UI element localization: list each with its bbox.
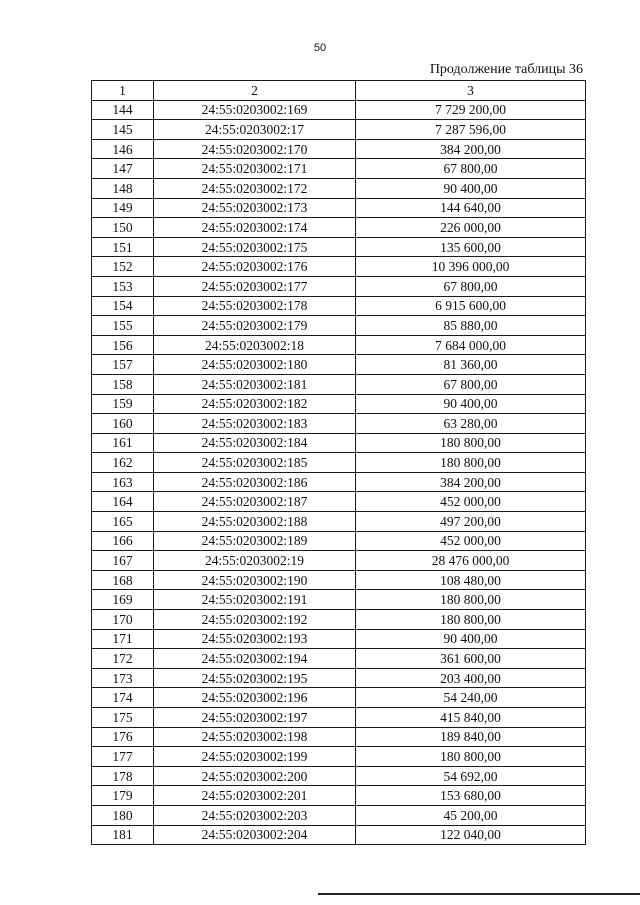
value-cell: 7 287 596,00 bbox=[356, 120, 586, 140]
value-cell: 85 880,00 bbox=[356, 316, 586, 336]
value-cell: 180 800,00 bbox=[356, 747, 586, 767]
cadastral-number-cell: 24:55:0203002:183 bbox=[154, 414, 356, 434]
table-row bbox=[92, 100, 586, 120]
row-number-cell: 145 bbox=[92, 120, 154, 140]
table-row bbox=[92, 708, 586, 728]
value-cell: 203 400,00 bbox=[356, 668, 586, 688]
row-number-cell: 149 bbox=[92, 198, 154, 218]
cadastral-number-cell: 24:55:0203002:194 bbox=[154, 649, 356, 669]
row-number-cell: 153 bbox=[92, 276, 154, 296]
row-number-cell: 156 bbox=[92, 335, 154, 355]
value-cell: 90 400,00 bbox=[356, 394, 586, 414]
cadastral-number-cell: 24:55:0203002:19 bbox=[154, 551, 356, 571]
cadastral-number-cell: 24:55:0203002:184 bbox=[154, 433, 356, 453]
row-number-cell: 177 bbox=[92, 747, 154, 767]
cadastral-number-cell: 24:55:0203002:200 bbox=[154, 766, 356, 786]
row-number-cell: 154 bbox=[92, 296, 154, 316]
row-number-cell: 147 bbox=[92, 159, 154, 179]
value-cell: 384 200,00 bbox=[356, 139, 586, 159]
cadastral-number-cell: 24:55:0203002:189 bbox=[154, 531, 356, 551]
header-cell-2: 2 bbox=[154, 81, 356, 101]
table-row bbox=[92, 198, 586, 218]
value-cell: 180 800,00 bbox=[356, 453, 586, 473]
cadastral-number-cell: 24:55:0203002:196 bbox=[154, 688, 356, 708]
cadastral-number-cell: 24:55:0203002:17 bbox=[154, 120, 356, 140]
table-row bbox=[92, 629, 586, 649]
table-row bbox=[92, 218, 586, 238]
row-number-cell: 175 bbox=[92, 708, 154, 728]
row-number-cell: 172 bbox=[92, 649, 154, 669]
table-row bbox=[92, 727, 586, 747]
table-row bbox=[92, 178, 586, 198]
value-cell: 144 640,00 bbox=[356, 198, 586, 218]
table-row bbox=[92, 120, 586, 140]
value-cell: 7 684 000,00 bbox=[356, 335, 586, 355]
row-number-cell: 169 bbox=[92, 590, 154, 610]
row-number-cell: 176 bbox=[92, 727, 154, 747]
table-row bbox=[92, 610, 586, 630]
table-row bbox=[92, 394, 586, 414]
row-number-cell: 181 bbox=[92, 825, 154, 845]
row-number-cell: 178 bbox=[92, 766, 154, 786]
value-cell: 7 729 200,00 bbox=[356, 100, 586, 120]
table-row bbox=[92, 590, 586, 610]
value-cell: 90 400,00 bbox=[356, 178, 586, 198]
cadastral-number-cell: 24:55:0203002:180 bbox=[154, 355, 356, 375]
table-row bbox=[92, 492, 586, 512]
cadastral-number-cell: 24:55:0203002:179 bbox=[154, 316, 356, 336]
row-number-cell: 164 bbox=[92, 492, 154, 512]
data-table bbox=[91, 80, 586, 845]
row-number-cell: 180 bbox=[92, 805, 154, 825]
cadastral-number-cell: 24:55:0203002:197 bbox=[154, 708, 356, 728]
table-row bbox=[92, 786, 586, 806]
table-row bbox=[92, 649, 586, 669]
value-cell: 180 800,00 bbox=[356, 610, 586, 630]
value-cell: 180 800,00 bbox=[356, 590, 586, 610]
cadastral-number-cell: 24:55:0203002:178 bbox=[154, 296, 356, 316]
table-row bbox=[92, 747, 586, 767]
cadastral-number-cell: 24:55:0203002:177 bbox=[154, 276, 356, 296]
table-row bbox=[92, 551, 586, 571]
value-cell: 361 600,00 bbox=[356, 649, 586, 669]
value-cell: 189 840,00 bbox=[356, 727, 586, 747]
table-row bbox=[92, 414, 586, 434]
table-row bbox=[92, 570, 586, 590]
table-row bbox=[92, 276, 586, 296]
row-number-cell: 148 bbox=[92, 178, 154, 198]
header-cell-3: 3 bbox=[356, 81, 586, 101]
table-row bbox=[92, 374, 586, 394]
row-number-cell: 155 bbox=[92, 316, 154, 336]
row-number-cell: 168 bbox=[92, 570, 154, 590]
row-number-cell: 144 bbox=[92, 100, 154, 120]
row-number-cell: 163 bbox=[92, 472, 154, 492]
value-cell: 226 000,00 bbox=[356, 218, 586, 238]
cadastral-number-cell: 24:55:0203002:192 bbox=[154, 610, 356, 630]
cadastral-number-cell: 24:55:0203002:187 bbox=[154, 492, 356, 512]
value-cell: 67 800,00 bbox=[356, 374, 586, 394]
table-row bbox=[92, 512, 586, 532]
cadastral-number-cell: 24:55:0203002:188 bbox=[154, 512, 356, 532]
cadastral-number-cell: 24:55:0203002:204 bbox=[154, 825, 356, 845]
row-number-cell: 167 bbox=[92, 551, 154, 571]
cadastral-number-cell: 24:55:0203002:174 bbox=[154, 218, 356, 238]
table-row bbox=[92, 453, 586, 473]
table-body bbox=[92, 81, 586, 845]
value-cell: 415 840,00 bbox=[356, 708, 586, 728]
cadastral-number-cell: 24:55:0203002:171 bbox=[154, 159, 356, 179]
value-cell: 54 240,00 bbox=[356, 688, 586, 708]
value-cell: 10 396 000,00 bbox=[356, 257, 586, 277]
row-number-cell: 166 bbox=[92, 531, 154, 551]
cadastral-number-cell: 24:55:0203002:193 bbox=[154, 629, 356, 649]
row-number-cell: 161 bbox=[92, 433, 154, 453]
value-cell: 6 915 600,00 bbox=[356, 296, 586, 316]
row-number-cell: 150 bbox=[92, 218, 154, 238]
bottom-divider bbox=[318, 893, 640, 895]
page-number: 50 bbox=[313, 42, 327, 54]
cadastral-number-cell: 24:55:0203002:186 bbox=[154, 472, 356, 492]
table-row bbox=[92, 668, 586, 688]
table-row bbox=[92, 159, 586, 179]
value-cell: 497 200,00 bbox=[356, 512, 586, 532]
value-cell: 122 040,00 bbox=[356, 825, 586, 845]
cadastral-number-cell: 24:55:0203002:182 bbox=[154, 394, 356, 414]
value-cell: 28 476 000,00 bbox=[356, 551, 586, 571]
value-cell: 45 200,00 bbox=[356, 805, 586, 825]
cadastral-number-cell: 24:55:0203002:195 bbox=[154, 668, 356, 688]
row-number-cell: 146 bbox=[92, 139, 154, 159]
cadastral-number-cell: 24:55:0203002:198 bbox=[154, 727, 356, 747]
table-header-row bbox=[92, 81, 586, 101]
cadastral-number-cell: 24:55:0203002:172 bbox=[154, 178, 356, 198]
table-row bbox=[92, 766, 586, 786]
table-row bbox=[92, 531, 586, 551]
row-number-cell: 160 bbox=[92, 414, 154, 434]
value-cell: 180 800,00 bbox=[356, 433, 586, 453]
cadastral-number-cell: 24:55:0203002:181 bbox=[154, 374, 356, 394]
value-cell: 452 000,00 bbox=[356, 531, 586, 551]
cadastral-number-cell: 24:55:0203002:170 bbox=[154, 139, 356, 159]
table-row bbox=[92, 316, 586, 336]
row-number-cell: 157 bbox=[92, 355, 154, 375]
row-number-cell: 162 bbox=[92, 453, 154, 473]
value-cell: 384 200,00 bbox=[356, 472, 586, 492]
value-cell: 452 000,00 bbox=[356, 492, 586, 512]
table-row bbox=[92, 805, 586, 825]
row-number-cell: 170 bbox=[92, 610, 154, 630]
header-cell-1: 1 bbox=[92, 81, 154, 101]
cadastral-number-cell: 24:55:0203002:201 bbox=[154, 786, 356, 806]
value-cell: 67 800,00 bbox=[356, 159, 586, 179]
table-continuation-caption: Продолжение таблицы 36 bbox=[429, 62, 583, 77]
cadastral-number-cell: 24:55:0203002:173 bbox=[154, 198, 356, 218]
cadastral-number-cell: 24:55:0203002:176 bbox=[154, 257, 356, 277]
value-cell: 54 692,00 bbox=[356, 766, 586, 786]
table-row bbox=[92, 825, 586, 845]
value-cell: 67 800,00 bbox=[356, 276, 586, 296]
table-row bbox=[92, 139, 586, 159]
table-row bbox=[92, 688, 586, 708]
cadastral-number-cell: 24:55:0203002:203 bbox=[154, 805, 356, 825]
value-cell: 63 280,00 bbox=[356, 414, 586, 434]
row-number-cell: 159 bbox=[92, 394, 154, 414]
value-cell: 90 400,00 bbox=[356, 629, 586, 649]
cadastral-number-cell: 24:55:0203002:18 bbox=[154, 335, 356, 355]
table-row bbox=[92, 433, 586, 453]
table-row bbox=[92, 257, 586, 277]
row-number-cell: 158 bbox=[92, 374, 154, 394]
table-row bbox=[92, 296, 586, 316]
cadastral-number-cell: 24:55:0203002:175 bbox=[154, 237, 356, 257]
row-number-cell: 174 bbox=[92, 688, 154, 708]
table-row bbox=[92, 355, 586, 375]
row-number-cell: 165 bbox=[92, 512, 154, 532]
table-row bbox=[92, 472, 586, 492]
row-number-cell: 151 bbox=[92, 237, 154, 257]
row-number-cell: 179 bbox=[92, 786, 154, 806]
value-cell: 135 600,00 bbox=[356, 237, 586, 257]
cadastral-number-cell: 24:55:0203002:185 bbox=[154, 453, 356, 473]
row-number-cell: 152 bbox=[92, 257, 154, 277]
cadastral-number-cell: 24:55:0203002:191 bbox=[154, 590, 356, 610]
row-number-cell: 171 bbox=[92, 629, 154, 649]
value-cell: 153 680,00 bbox=[356, 786, 586, 806]
value-cell: 108 480,00 bbox=[356, 570, 586, 590]
value-cell: 81 360,00 bbox=[356, 355, 586, 375]
table-row bbox=[92, 237, 586, 257]
cadastral-number-cell: 24:55:0203002:190 bbox=[154, 570, 356, 590]
cadastral-number-cell: 24:55:0203002:199 bbox=[154, 747, 356, 767]
table-row bbox=[92, 335, 586, 355]
row-number-cell: 173 bbox=[92, 668, 154, 688]
cadastral-number-cell: 24:55:0203002:169 bbox=[154, 100, 356, 120]
